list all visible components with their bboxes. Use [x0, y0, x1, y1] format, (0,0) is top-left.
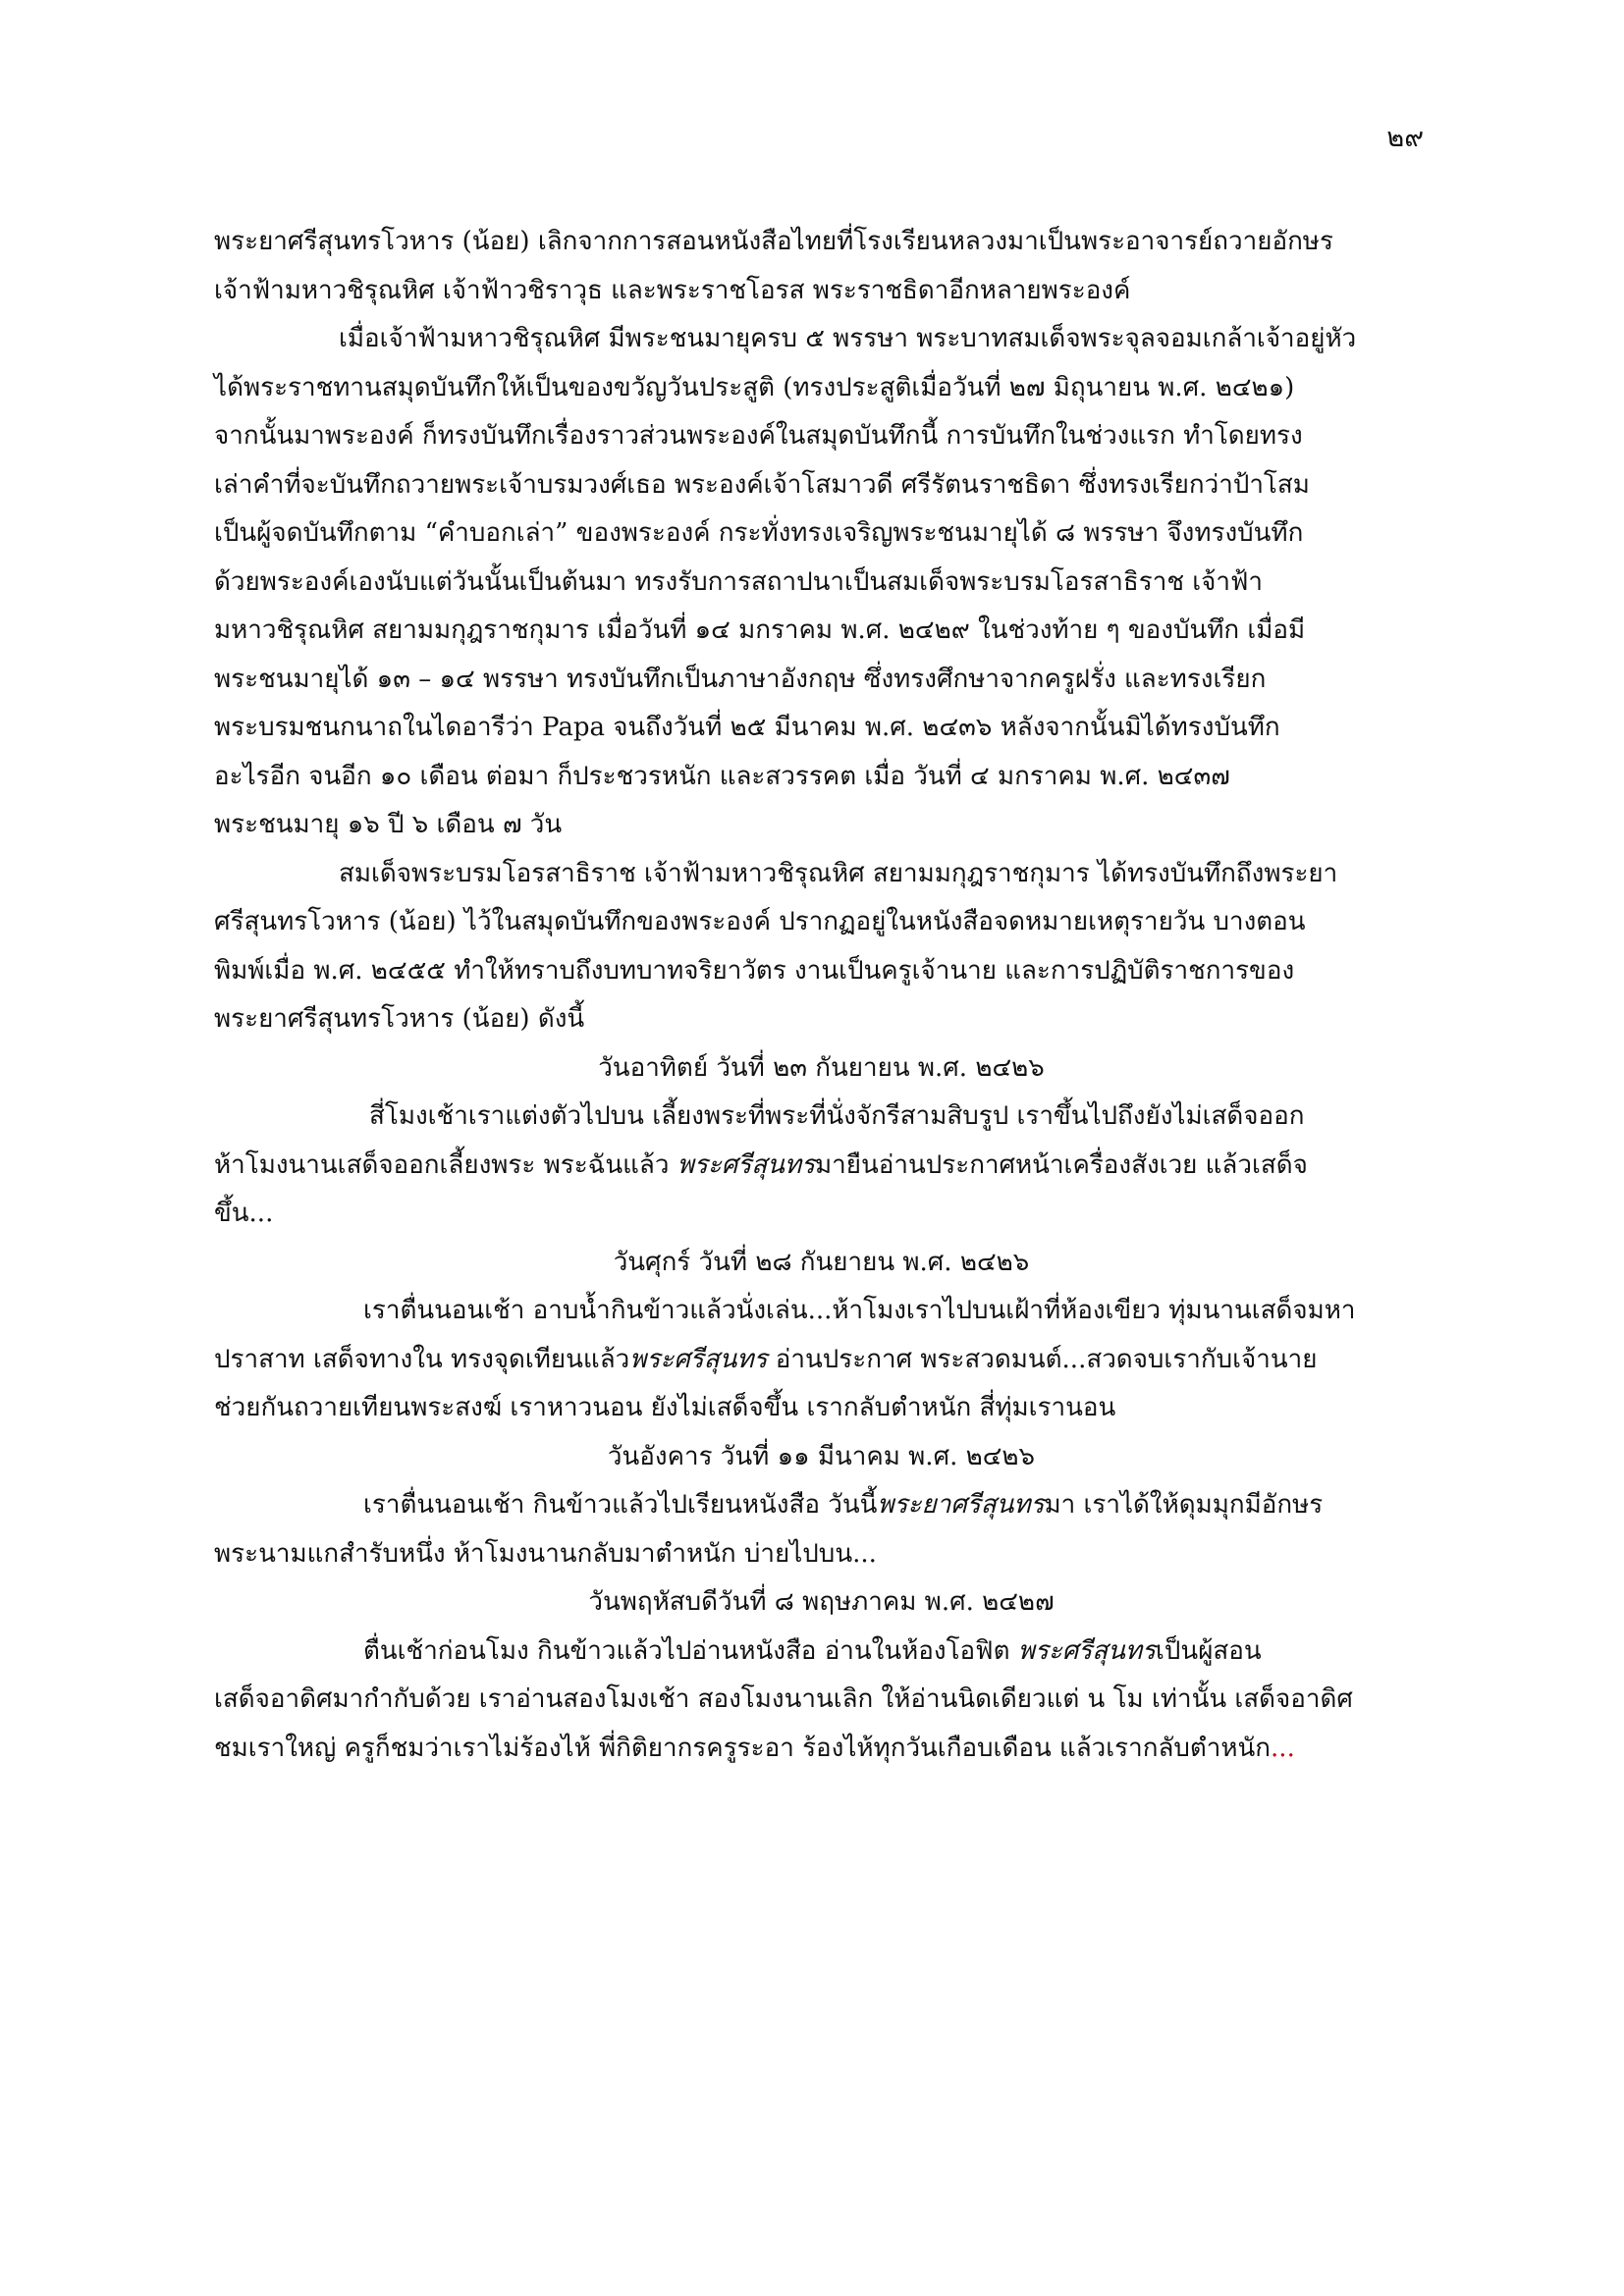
diary-line: เราตื่นนอนเช้า อาบน้ำกินข้าวแล้วนั่งเล่น...ห้าโมงเราไปบนเฝ้าที่ห้องเขียว ทุ่มนานเสด็จมหา: [363, 1296, 1356, 1325]
diary-text: มา เราได้ให้ดุมมุกมีอักษร: [1044, 1490, 1324, 1520]
paragraph-line: พระยาศรีสุนทรโวหาร (น้อย) ดังนี้: [214, 1004, 585, 1034]
italic-name: พระยาศรีสุนทร: [877, 1490, 1045, 1520]
paragraph-line: เล่าคำที่จะบันทึกถวายพระเจ้าบรมวงศ์เธอ พระองค์เจ้าโสมาวดี ศรีรัตนราชธิดา ซึ่งทรงเรียกว่าป้าโสม: [214, 469, 1310, 500]
paragraph-line: พระยาศรีสุนทรโวหาร (น้อย) เลิกจากการสอนหนังสือไทยที่โรงเรียนหลวงมาเป็นพระอาจารย์ถวายอักษร: [214, 227, 1333, 256]
diary-line: ช่วยกันถวายเทียนพระสงฆ์ เราหาวนอน ยังไม่เสด็จขึ้น เรากลับตำหนัก สี่ทุ่มเรานอน: [214, 1393, 1116, 1422]
document-body: [214, 218, 1424, 1773]
diary-line: พระนามแกสำรับหนึ่ง ห้าโมงนานกลับมาตำหนัก บ่ายไปบน...: [214, 1538, 877, 1569]
red-ellipsis: ...: [1271, 1733, 1295, 1763]
page-number: ๒๙: [1386, 123, 1424, 153]
paragraph-2: [214, 315, 1424, 850]
paragraph-1: [214, 218, 1424, 315]
diary-entry-1: [214, 1044, 1424, 1239]
diary-text: เราตื่นนอนเช้า กินข้าวแล้วไปเรียนหนังสือ วันนี้: [363, 1490, 878, 1520]
diary-text: เป็นผู้สอน: [1156, 1635, 1262, 1666]
paragraph-line: ศรีสุนทรโวหาร (น้อย) ไว้ในสมุดบันทึกของพระองค์ ปรากฏอยู่ในหนังสือจดหมายเหตุรายวัน บางตอน: [214, 907, 1306, 936]
italic-name: พระศรีสุนทร: [629, 1344, 768, 1374]
paragraph-line: จากนั้นมาพระองค์ ก็ทรงบันทึกเรื่องราวส่วนพระองค์ในสมุดบันทึกนี้ การบันทึกในช่วงแรก ทำโดยทรง: [214, 421, 1303, 451]
diary-date-heading: วันอังคาร วันที่ ๑๑ มีนาคม พ.ศ. ๒๔๒๖: [607, 1441, 1036, 1471]
diary-line: เสด็จอาดิศมากำกับด้วย เราอ่านสองโมงเช้า สองโมงนานเลิก ให้อ่านนิดเดียวแต่ น โม เท่านั้น เสด็จอาดิศ: [214, 1684, 1353, 1714]
diary-line: [214, 1142, 1424, 1191]
paragraph-line: มหาวชิรุณหิศ สยามมกุฎราชกุมาร เมื่อวันที่ ๑๔ มกราคม พ.ศ. ๒๔๒๙ ในช่วงท้าย ๆ ของบันทึก เมื่อมี: [214, 615, 1306, 645]
diary-line: [214, 1725, 1424, 1774]
diary-line: ขึ้น...: [214, 1199, 274, 1228]
diary-text: มายืนอ่านประกาศหน้าเครื่องสังเวย แล้วเสด็จ: [815, 1149, 1308, 1180]
paragraph-line: เป็นผู้จดบันทึกตาม “คำบอกเล่า” ของพระองค์ กระทั่งทรงเจริญพระชนมายุได้ ๘ พรรษา จึงทรงบันทึก: [214, 518, 1304, 548]
diary-date-heading: วันศุกร์ วันที่ ๒๘ กันยายน พ.ศ. ๒๔๒๖: [613, 1247, 1030, 1277]
diary-entry-3: [214, 1433, 1424, 1579]
paragraph-line: ด้วยพระองค์เองนับแต่วันนั้นเป็นต้นมา ทรงรับการสถาปนาเป็นสมเด็จพระบรมโอรสาธิราช เจ้าฟ้า: [214, 566, 1263, 597]
diary-entry-4: [214, 1578, 1424, 1773]
italic-name: พระศรีสุนทร: [677, 1149, 816, 1180]
diary-text: ห้าโมงนานเสด็จออกเลี้ยงพระ พระฉันแล้ว: [214, 1149, 677, 1180]
diary-date-heading: วันอาทิตย์ วันที่ ๒๓ กันยายน พ.ศ. ๒๔๒๖: [598, 1052, 1045, 1083]
diary-text: ปราสาท เสด็จทางใน ทรงจุดเทียนแล้ว: [214, 1344, 630, 1374]
diary-line: [214, 1628, 1424, 1677]
diary-text: ตื่นเช้าก่อนโมง กินข้าวแล้วไปอ่านหนังสือ อ่านในห้องโอฟิต: [363, 1635, 1018, 1666]
paragraph-line: เจ้าฟ้ามหาวชิรุณหิศ เจ้าฟ้าวชิราวุธ และพระราชโอรส พระราชธิดาอีกหลายพระองค์: [214, 275, 1131, 305]
paragraph-line: ได้พระราชทานสมุดบันทึกให้เป็นของขวัญวันประสูติ (ทรงประสูติเมื่อวันที่ ๒๗ มิถุนายน พ.ศ. ๒๔๒๑): [214, 372, 1295, 402]
paragraph-line: พิมพ์เมื่อ พ.ศ. ๒๔๕๕ ทำให้ทราบถึงบทบาทจริยาวัตร งานเป็นครูเจ้านาย และการปฏิบัติราชการของ: [214, 955, 1295, 986]
diary-date-heading: วันพฤหัสบดีวันที่ ๘ พฤษภาคม พ.ศ. ๒๔๒๗: [588, 1587, 1055, 1617]
diary-line: [214, 1481, 1424, 1530]
italic-name: พระศรีสุนทร: [1017, 1635, 1157, 1666]
paragraph-line: อะไรอีก จนอีก ๑๐ เดือน ต่อมา ก็ประชวรหนัก และสวรรคต เมื่อ วันที่ ๔ มกราคม พ.ศ. ๒๔๓๗: [214, 761, 1230, 791]
paragraph-line: พระบรมชนกนาถในไดอารีว่า Papa จนถึงวันที่ ๒๕ มีนาคม พ.ศ. ๒๔๓๖ หลังจากนั้นมิได้ทรงบันทึก: [214, 713, 1280, 742]
paragraph-line: สมเด็จพระบรมโอรสาธิราช เจ้าฟ้ามหาวชิรุณหิศ สยามมกุฎราชกุมาร ได้ทรงบันทึกถึงพระยา: [339, 858, 1338, 888]
paragraph-line: พระชนมายุได้ ๑๓ – ๑๔ พรรษา ทรงบันทึกเป็นภาษาอังกฤษ ซึ่งทรงศึกษาจากครูฝรั่ง และทรงเรียก: [214, 664, 1267, 694]
paragraph-line: เมื่อเจ้าฟ้ามหาวชิรุณหิศ มีพระชนมายุครบ ๕ พรรษา พระบาทสมเด็จพระจุลจอมเกล้าเจ้าอยู่หัว: [339, 324, 1357, 353]
paragraph-line: พระชนมายุ ๑๖ ปี ๖ เดือน ๗ วัน: [214, 810, 563, 839]
paragraph-3: [214, 850, 1424, 1044]
diary-entry-2: [214, 1239, 1424, 1433]
diary-line: [214, 1336, 1424, 1385]
diary-text: อ่านประกาศ พระสวดมนต์...สวดจบเรากับเจ้านาย: [767, 1344, 1318, 1374]
diary-line: สี่โมงเช้าเราแต่งตัวไปบน เลี้ยงพระที่พระที่นั่งจักรีสามสิบรูป เราขึ้นไปถึงยังไม่เสด็จออก: [369, 1101, 1305, 1131]
diary-text: ชมเราใหญ่ ครูก็ชมว่าเราไม่ร้องไห้ พี่กิติยากรครูระอา ร้องไห้ทุกวันเกือบเดือน แล้วเรากลับตำหนัก: [214, 1733, 1272, 1763]
